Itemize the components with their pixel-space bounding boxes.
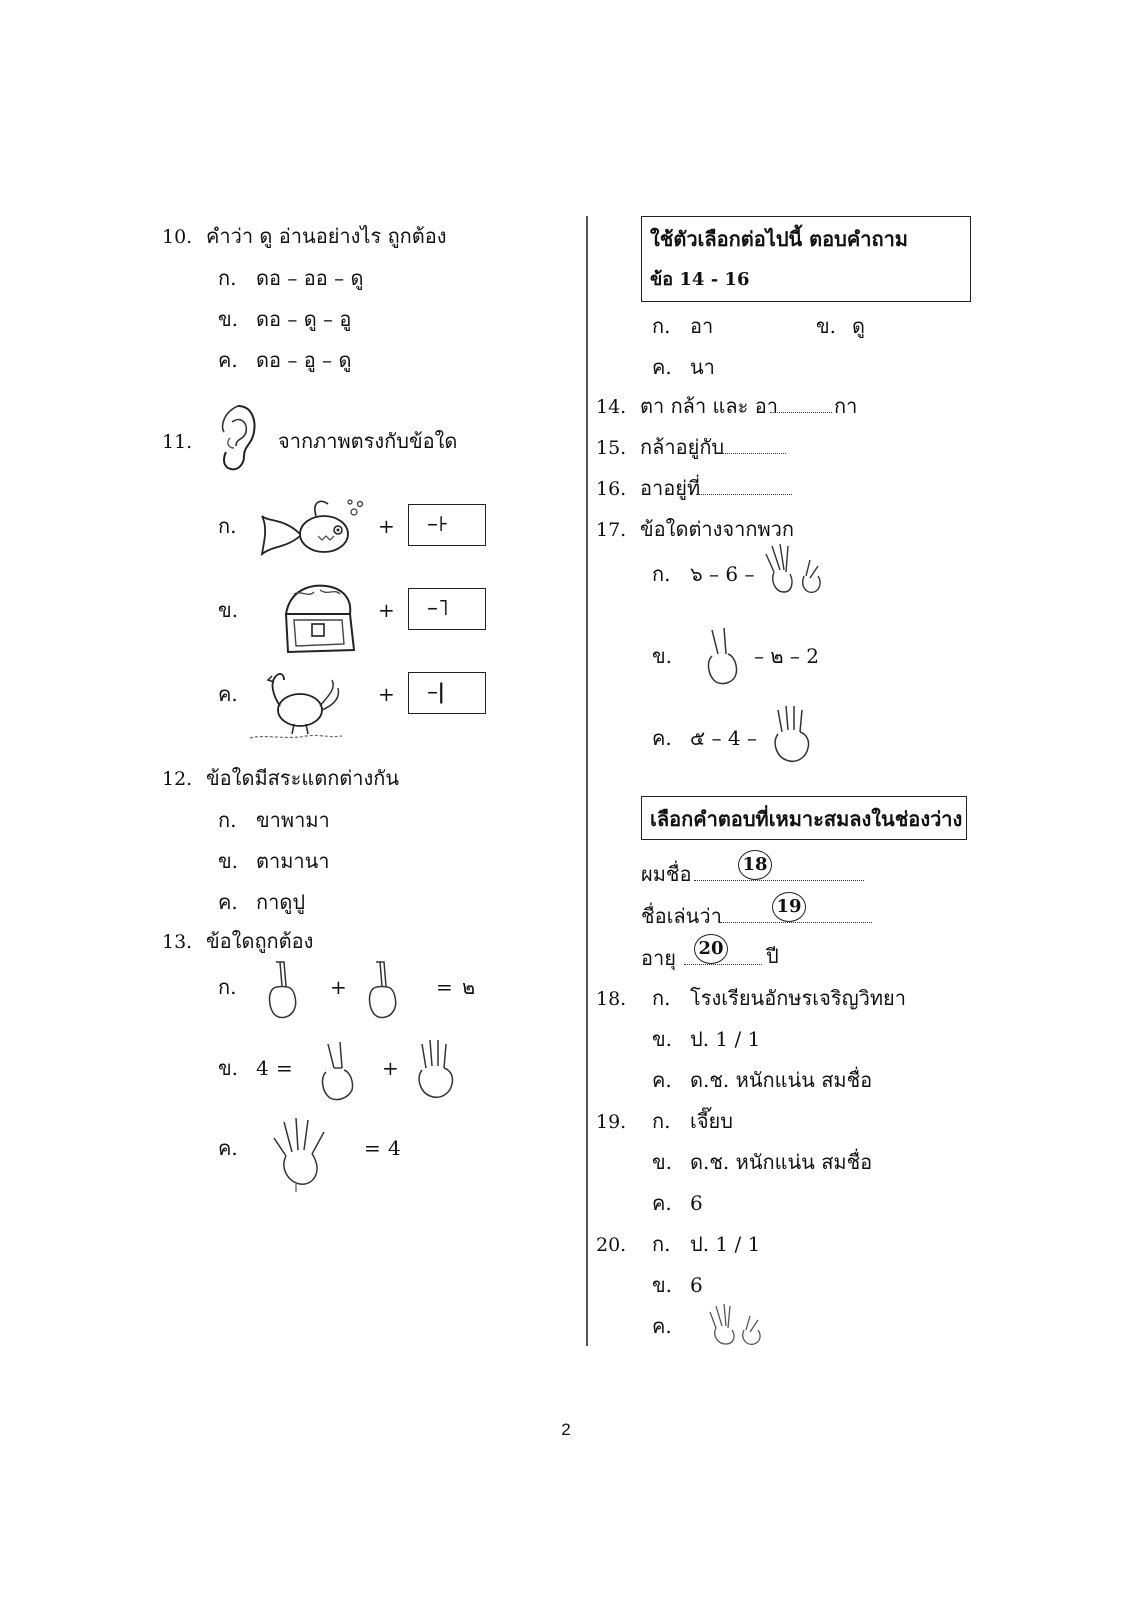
q12-choice-c-label: ค. [218,890,238,914]
q11-number: 11. [162,431,193,453]
q13-b-plus: + [382,1056,399,1080]
page-number: 2 [561,1420,571,1439]
q14-blank [770,396,832,416]
q10-choice-a-text: ดอ – ออ – ดู [256,266,364,290]
q16-number: 16. [596,478,627,500]
q16-text: อาอยู่ที่ [640,476,701,500]
q16-blank [696,478,792,498]
q11-plus-a: + [378,514,395,538]
q20-number: 20. [596,1234,627,1256]
q15-blank [722,437,786,457]
q11-plus-b: + [378,598,395,622]
q17-a-text: ๖ – 6 – [690,562,755,586]
hand-five-fingers-icon [266,1112,336,1192]
q18-b-text: ป. 1 / 1 [690,1027,761,1051]
nickname-label: ชื่อเล่นว่า [641,904,722,928]
tone-mark-box-a [408,504,486,546]
q17-a-label: ก. [652,562,671,586]
hand-four-fingers-icon-q17 [770,702,816,764]
name-label: ผมชื่อ [641,862,692,886]
q19-b-label: ข. [652,1150,673,1174]
treasure-chest-icon [280,580,360,656]
option-a-label: ก. [652,314,671,338]
circle-19: 19 [772,892,806,922]
tone-mark-a: –꜔ [427,512,449,537]
option-b-label: ข. [816,314,837,338]
q17-c-label: ค. [652,726,672,750]
q13-a-result: ๒ [462,975,476,999]
q11-choice-c-label: ค. [218,682,238,706]
q19-number: 19. [596,1111,627,1133]
q11-choice-b-label: ข. [218,598,239,622]
q10-choice-c-label: ค. [218,348,238,372]
q20-b-label: ข. [652,1273,673,1297]
q15-number: 15. [596,437,627,459]
q19-c-label: ค. [652,1191,672,1215]
instruction-line1: ใช้ตัวเลือกต่อไปนี้ ตอบคำถาม [650,227,908,251]
q10-choice-a-label: ก. [218,266,237,290]
q11-choice-a-label: ก. [218,514,237,538]
hands-six-fingers-icon-q20 [704,1300,770,1350]
q18-a-label: ก. [652,986,671,1010]
q17-b-text: – ๒ – 2 [754,644,819,668]
q14-text: ตา กล้า และ อา [640,394,779,418]
hand-four-fingers-icon [412,1036,462,1102]
q18-number: 18. [596,988,627,1010]
q13-a-eq: = [436,975,453,999]
q12-text: ข้อใดมีสระแตกต่างกัน [206,766,400,790]
q12-choice-a-label: ก. [218,808,237,832]
q20-b-text: 6 [690,1273,703,1297]
q17-c-text: ๕ – 4 – [690,726,757,750]
hands-six-fingers-icon [760,540,830,600]
q18-c-text: ด.ช. หนักแน่น สมชื่อ [690,1068,873,1092]
column-divider [586,216,588,1346]
goldfish-icon [258,496,368,566]
option-a-text: อา [690,314,714,338]
q12-choice-b-label: ข. [218,849,239,873]
instruction-line2: ข้อ 14 - 16 [650,269,750,290]
q13-c-eq: = [364,1136,381,1160]
circle-18: 18 [738,850,772,880]
q17-text: ข้อใดต่างจากพวก [640,517,795,541]
q13-text: ข้อใดถูกต้อง [206,929,314,953]
q13-b-eq: = [276,1056,293,1080]
q19-a-label: ก. [652,1109,671,1133]
q13-b-lhs: 4 [256,1056,269,1080]
q10-text: คำว่า ดู อ่านอย่างไร ถูกต้อง [206,224,447,248]
tone-mark-box-b [408,588,486,630]
option-c-text: นา [690,355,715,379]
q20-a-text: ป. 1 / 1 [690,1232,761,1256]
option-c-label: ค. [652,355,672,379]
q19-b-text: ด.ช. หนักแน่น สมชื่อ [690,1150,873,1174]
q17-number: 17. [596,519,627,541]
tone-mark-c: –ǀ [427,680,445,705]
q12-number: 12. [162,768,193,790]
q13-a-label: ก. [218,975,237,999]
fill-instruction-box [641,796,967,840]
q14-tail: กา [834,394,858,418]
q11-text: จากภาพตรงกับข้อใด [278,429,458,453]
hen-icon [246,666,346,746]
option-b-text: ดู [852,314,865,338]
q10-choice-b-label: ข. [218,307,239,331]
hand-two-fingers-icon-q17 [702,626,746,686]
q12-choice-b-text: ตามานา [256,849,330,873]
q20-c-label: ค. [652,1314,672,1338]
q10-number: 10. [162,226,193,248]
ear-icon [218,402,258,474]
hand-one-finger-icon-2 [362,958,402,1022]
tone-mark-box-c [408,672,486,714]
q17-b-label: ข. [652,644,673,668]
q18-c-label: ค. [652,1068,672,1092]
age-unit: ปี [766,944,779,968]
hand-two-fingers-icon [316,1040,362,1104]
q15-text: กล้าอยู่กับ [640,435,725,459]
q13-a-plus: + [330,975,347,999]
q13-b-label: ข. [218,1056,239,1080]
q18-a-text: โรงเรียนอักษรเจริญวิทยา [690,986,906,1010]
tone-mark-b: –˥ [427,596,449,621]
instruction-box [641,216,971,302]
q13-c-label: ค. [218,1136,238,1160]
q19-a-text: เจี๊ยบ [690,1109,733,1133]
age-label: อายุ [641,946,676,970]
q19-c-text: 6 [690,1191,703,1215]
q13-number: 13. [162,931,193,953]
q10-choice-b-text: ดอ – ดู – อู [256,307,352,331]
q11-plus-c: + [378,682,395,706]
q10-choice-c-text: ดอ – อู – ดู [256,348,352,372]
q12-choice-c-text: กาดูปู [256,890,306,914]
q13-c-result: 4 [388,1136,401,1160]
q12-choice-a-text: ขาพามา [256,808,330,832]
name-blank [694,864,864,884]
hand-one-finger-icon [262,958,302,1022]
q20-a-label: ก. [652,1232,671,1256]
q14-number: 14. [596,396,627,418]
q18-b-label: ข. [652,1027,673,1051]
fill-instruction-title: เลือกคำตอบที่เหมาะสมลงในช่องว่าง [650,807,963,831]
circle-20: 20 [694,934,728,964]
